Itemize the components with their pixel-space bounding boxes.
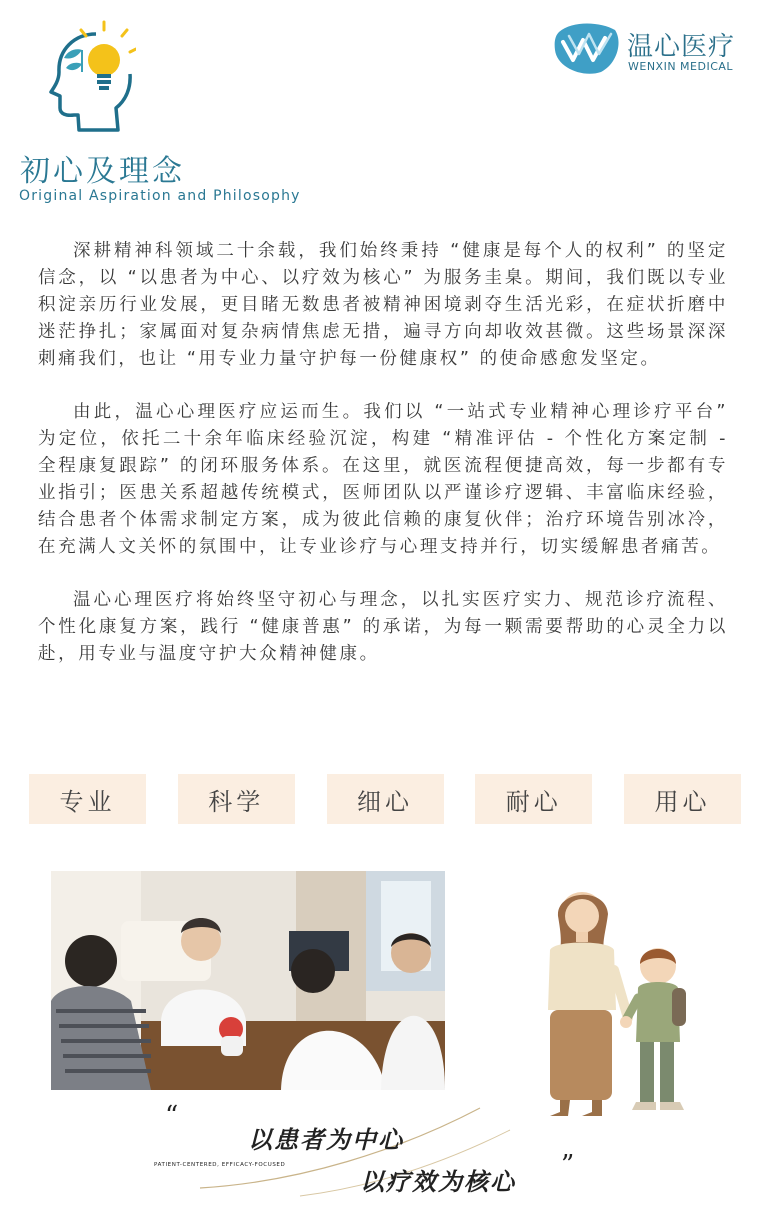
- consultation-photo: [51, 871, 445, 1090]
- brand-logo: [551, 20, 741, 80]
- mother-child-illustration: [520, 880, 700, 1125]
- slogan-line-2: 以疗效为核心: [360, 1167, 516, 1196]
- page-subtitle: Original Aspiration and Philosophy: [19, 188, 301, 204]
- brand-name-cn: 温心医疗: [627, 32, 736, 62]
- values-row: [29, 774, 741, 824]
- slogan-line-1: 以患者为中心: [248, 1125, 404, 1154]
- paragraph-3: 温心心理医疗将始终坚守初心与理念，以扎实医疗实力、规范诊疗流程、个性化康复方案，践行 “健康普惠” 的承诺，为每一颗需要帮助的心灵全力以赴，用专业与温度守护大众精神健康。: [38, 590, 728, 664]
- slogan-en: PATIENT-CENTERED, EFFICACY-FOCUSED: [154, 1162, 286, 1168]
- value-careful: 细心: [327, 774, 444, 824]
- value-scientific: 科学: [178, 774, 295, 824]
- page-title: 初心及理念: [20, 154, 185, 189]
- paragraph-1: 深耕精神科领域二十余载，我们始终秉持 “健康是每个人的权利” 的坚定信念，以 “以患者为中心、以疗效为核心” 为服务圭臬。期间，我们既以专业积淀亲历行业发展，更目睹无数患者被精神困境剥夺生活光彩，在症状折磨中迷茫挣扎；家属面对复杂病情焦虑无措，遍寻方向却收效甚微。这些场景深深刺痛我们，也让 “用专业力量守护每一份健康权” 的使命感愈发坚定。: [38, 241, 728, 369]
- value-patient: 耐心: [475, 774, 592, 824]
- value-dedicated: 用心: [624, 774, 741, 824]
- slogan-open-quote: “: [165, 1101, 179, 1131]
- wave-logo-icon: [551, 20, 621, 76]
- slogan-close-quote: ”: [561, 1150, 575, 1180]
- intro-text: [38, 238, 728, 694]
- brand-name-en: WENXIN MEDICAL: [628, 60, 734, 73]
- head-lightbulb-icon: [46, 16, 136, 132]
- paragraph-2: 由此，温心心理医疗应运而生。我们以 “一站式专业精神心理诊疗平台” 为定位，依托二十余年临床经验沉淀，构建 “精准评估 - 个性化方案定制 - 全程康复跟踪” 的闭环服务体系。在这里，就医流程便捷高效，每一步都有专业指引；医患关系超越传统模式，医师团队以严谨诊疗逻辑、丰富临床经验，结合患者个体需求制定方案，成为彼此信赖的康复伙伴；治疗环境告别冰冷，在充满人文关怀的氛围中，让专业诊疗与心理支持并行，切实缓解患者痛苦。: [38, 402, 728, 557]
- value-professional: 专业: [29, 774, 146, 824]
